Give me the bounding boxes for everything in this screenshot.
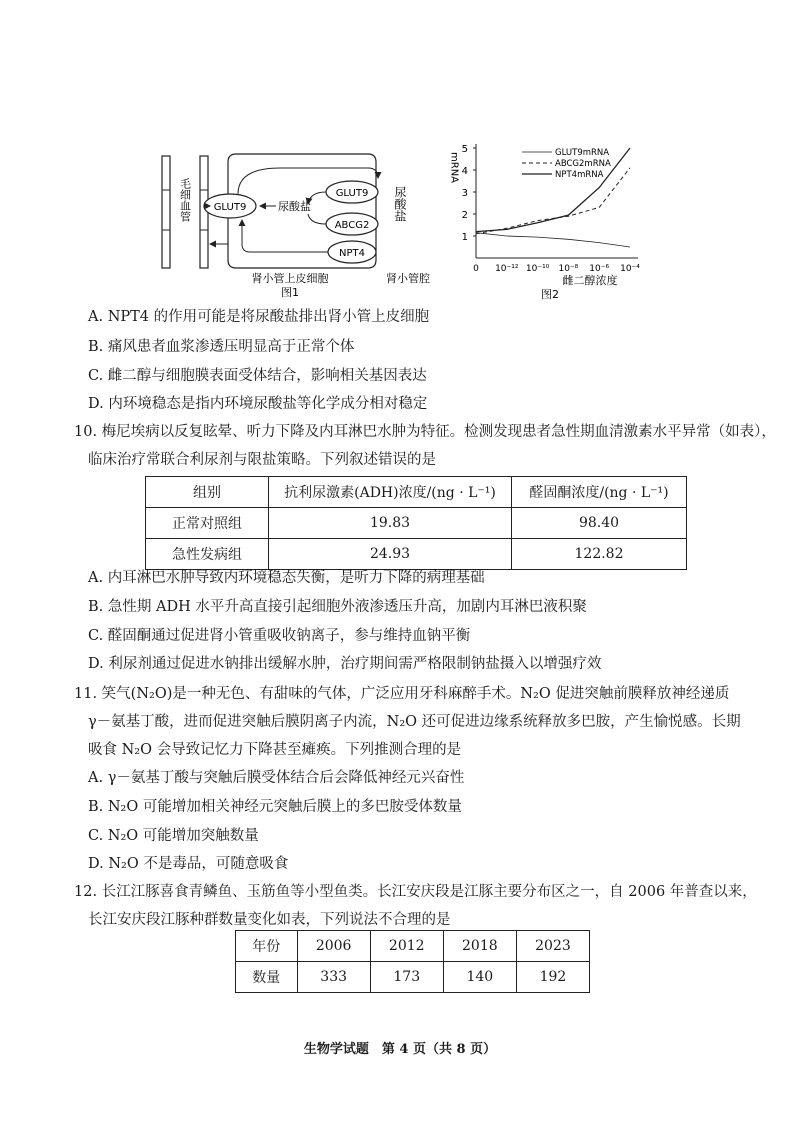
q12-stem-line2: 长江安庆段江豚种群数量变化如表，下列说法不合理的是 [88,912,451,928]
table-cell: 2006 [297,931,370,962]
q9-option-c[interactable]: C. 雌二醇与细胞膜表面受体结合，影响相关基因表达 [88,368,427,384]
cell-label: 肾小管上皮细胞 [251,272,329,285]
x-tick-label: 10⁻⁶ [589,264,610,274]
table-header-cell: 抗利尿激素(ADH)浓度/(ng · L⁻¹) [269,477,512,508]
q10-option-b[interactable]: B. 急性期 ADH 水平升高直接引起细胞外液渗透压升高，加剧内耳淋巴液积聚 [88,599,587,615]
table-cell: 192 [516,962,589,993]
table-header-cell: 醛固酮浓度/(ng · L⁻¹) [512,477,687,508]
q11-option-c[interactable]: C. N₂O 可能增加突触数量 [88,828,259,844]
y-tick-label: 1 [461,232,468,243]
table-cell: 正常对照组 [146,508,269,539]
q10-stem-line1: 10. 梅尼埃病以反复眩晕、听力下降及内耳淋巴水肿为特征。检测发现患者急性期血清激素水平异常（如表）， [74,424,776,440]
legend-label: NPT4mRNA [555,170,604,180]
figure-1-caption: 图1 [281,286,299,298]
q10-option-c[interactable]: C. 醛固酮通过促进肾小管重吸收钠离子，参与维持血钠平衡 [88,628,471,644]
q11-option-b[interactable]: B. N₂O 可能增加相关神经元突触后膜上的多巴胺受体数量 [88,799,462,815]
table-row [146,508,687,539]
lumen-label: 肾小管腔 [386,272,430,285]
x-tick-label: 10⁻⁸ [558,264,579,274]
q12-stem-line1: 12. 长江江豚喜食青鳞鱼、玉筋鱼等小型鱼类。长江安庆段是江豚主要分布区之一，自 2006 年普查以来， [74,884,757,900]
table-row [236,931,590,962]
q10-hormone-table [145,476,687,570]
y-tick-label: 5 [461,144,468,155]
table-header-row [146,477,687,508]
figure-2-caption: 图2 [541,288,559,300]
abcg2-label: ABCG2 [334,220,370,231]
table-cell: 173 [370,962,443,993]
table-cell: 122.82 [512,539,687,570]
table-cell: 140 [443,962,516,993]
q11-stem-line2: γ－氨基丁酸，进而促进突触后膜阴离子内流，N₂O 还可促进边缘系统释放多巴胺，产生愉悦感。长期 [88,714,741,730]
q9-option-d[interactable]: D. 内环境稳态是指内环境尿酸盐等化学成分相对稳定 [88,396,428,412]
y-tick-label: 2 [461,210,468,221]
y-axis-label: mRNA [448,152,460,184]
q12-population-table [235,930,590,993]
table-cell: 2012 [370,931,443,962]
q11-stem-line1: 11. 笑气(N₂O)是一种无色、有甜味的气体，广泛应用牙科麻醉手术。N₂O 促进突触前膜释放神经递质 [74,686,730,702]
x-tick-label: 10⁻¹² [495,264,519,274]
legend-label: GLUT9mRNA [555,148,610,158]
urate-right-label: 尿酸盐 [393,186,407,222]
q9-option-b[interactable]: B. 痛风患者血浆渗透压明显高于正常个体 [88,339,355,355]
q10-stem-line2: 临床治疗常联合利尿剂与限盐策略。下列叙述错误的是 [88,452,436,468]
y-tick-label: 4 [461,166,468,177]
q11-stem-line3: 吸食 N₂O 会导致记忆力下降甚至瘫痪。下列推测合理的是 [88,742,462,758]
table-cell: 19.83 [269,508,512,539]
q9-option-a[interactable]: A. NPT4 的作用可能是将尿酸盐排出肾小管上皮细胞 [88,309,430,325]
table-header-cell: 组别 [146,477,269,508]
x-tick-label: 10⁻¹⁰ [525,264,550,274]
series-line-GLUT9mRNA [476,233,630,247]
capillary-wall-left [162,156,170,268]
figure-2-chart [440,140,660,300]
table-cell: 98.40 [512,508,687,539]
glut9-right-label: GLUT9 [335,188,369,199]
table-cell: 2023 [516,931,589,962]
table-cell: 急性发病组 [146,539,269,570]
q10-option-a[interactable]: A. 内耳淋巴水肿导致内环境稳态失衡，是听力下降的病理基础 [88,570,485,586]
table-row [236,962,590,993]
table-cell: 数量 [236,962,298,993]
table-cell: 24.93 [269,539,512,570]
q11-option-d[interactable]: D. N₂O 不是毒品，可随意吸食 [88,856,289,872]
table-cell: 333 [297,962,370,993]
capillary-label: 毛细血管 [178,178,192,222]
glut9-left-label: GLUT9 [213,202,247,213]
legend-label: ABCG2mRNA [555,159,611,169]
table-cell: 2018 [443,931,516,962]
x-tick-label: 10⁻⁴ [620,264,640,274]
q11-option-a[interactable]: A. γ－氨基丁酸与突触后膜受体结合后会降低神经元兴奋性 [88,770,465,786]
y-tick-label: 3 [461,188,468,199]
table-row [146,539,687,570]
q10-option-d[interactable]: D. 利尿剂通过促进水钠排出缓解水肿，治疗期间需严格限制钠盐摄入以增强疗效 [88,656,602,672]
figure-1 [130,148,430,298]
page-footer: 生物学试题 第 4 页（共 8 页） [303,1042,497,1057]
table-cell: 年份 [236,931,298,962]
npt4-label: NPT4 [339,248,365,259]
urate-mid-label: 尿酸盐 [278,200,311,213]
x-axis-label: 雌二醇浓度 [562,274,618,287]
x-tick-label: 0 [473,264,479,274]
